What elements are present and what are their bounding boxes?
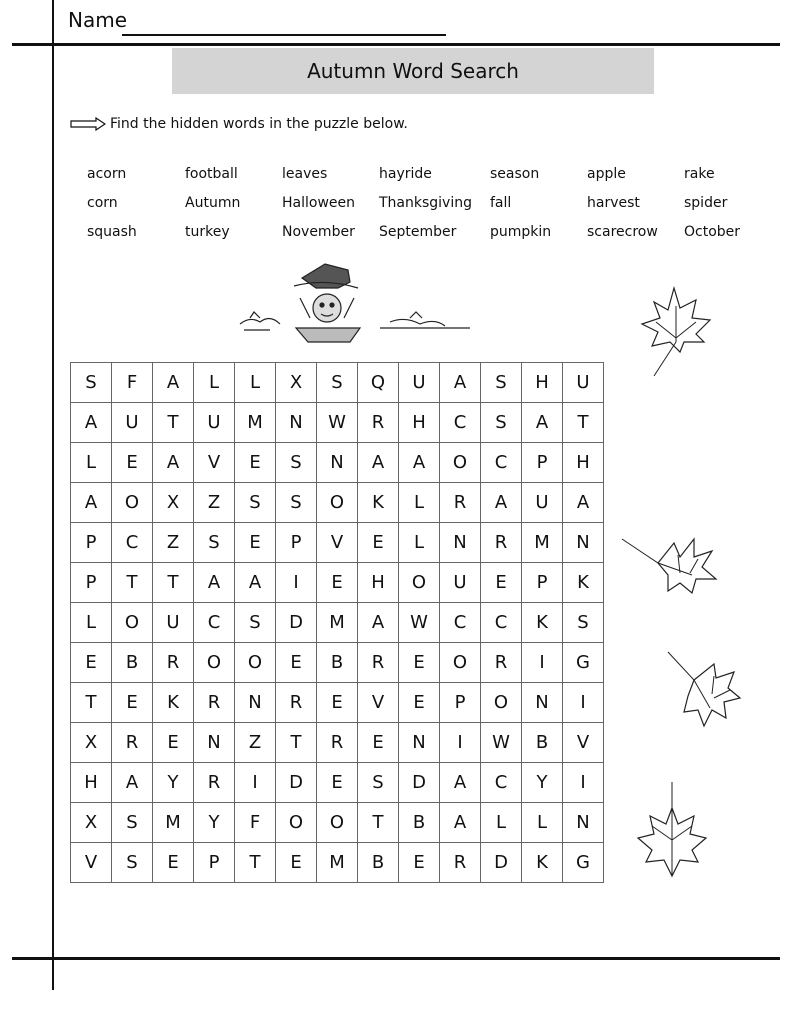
grid-cell[interactable]: Y: [153, 763, 194, 803]
grid-cell[interactable]: R: [358, 643, 399, 683]
maple-leaf-icon: [664, 650, 742, 732]
instructions-text: Find the hidden words in the puzzle below.: [110, 116, 408, 132]
word-list-item: leaves: [282, 166, 328, 182]
grid-cell[interactable]: P: [522, 443, 563, 483]
grid-cell[interactable]: S: [481, 363, 522, 403]
grid-cell[interactable]: R: [440, 483, 481, 523]
grid-cell[interactable]: L: [522, 803, 563, 843]
grid-row: [71, 483, 604, 523]
maple-leaf-icon: [620, 535, 718, 597]
grid-cell[interactable]: V: [317, 523, 358, 563]
word-list-item: hayride: [379, 166, 432, 182]
grid-cell[interactable]: Z: [153, 523, 194, 563]
grid-cell[interactable]: W: [317, 403, 358, 443]
grid-cell[interactable]: X: [71, 803, 112, 843]
grid-cell[interactable]: E: [235, 523, 276, 563]
word-list-item: Thanksgiving: [379, 195, 472, 211]
grid-cell[interactable]: T: [153, 403, 194, 443]
grid-cell[interactable]: E: [276, 843, 317, 883]
grid-cell[interactable]: E: [317, 763, 358, 803]
grid-cell[interactable]: M: [153, 803, 194, 843]
grid-cell[interactable]: C: [481, 443, 522, 483]
grid-cell[interactable]: S: [194, 523, 235, 563]
grid-cell[interactable]: N: [276, 403, 317, 443]
grid-cell[interactable]: T: [153, 563, 194, 603]
grid-cell[interactable]: U: [112, 403, 153, 443]
grid-row: [71, 443, 604, 483]
grid-cell[interactable]: T: [71, 683, 112, 723]
grid-row: [71, 523, 604, 563]
grid-cell[interactable]: Y: [522, 763, 563, 803]
grid-cell[interactable]: E: [317, 683, 358, 723]
word-list-item: scarecrow: [587, 224, 658, 240]
grid-row: [71, 843, 604, 883]
grid-cell[interactable]: P: [71, 523, 112, 563]
grid-row: [71, 643, 604, 683]
grid-cell[interactable]: Y: [194, 803, 235, 843]
grid-cell[interactable]: U: [563, 363, 604, 403]
grid-cell[interactable]: A: [481, 483, 522, 523]
grid-cell[interactable]: U: [194, 403, 235, 443]
grid-row: [71, 723, 604, 763]
grid-cell[interactable]: P: [276, 523, 317, 563]
grid-cell[interactable]: U: [440, 563, 481, 603]
word-list-item: squash: [87, 224, 137, 240]
grid-cell[interactable]: N: [563, 523, 604, 563]
grid-cell[interactable]: O: [112, 603, 153, 643]
word-list-item: apple: [587, 166, 626, 182]
grid-cell[interactable]: R: [481, 523, 522, 563]
grid-cell[interactable]: L: [481, 803, 522, 843]
grid-cell[interactable]: E: [276, 643, 317, 683]
grid-cell[interactable]: A: [399, 443, 440, 483]
grid-cell[interactable]: E: [317, 563, 358, 603]
grid-row: [71, 763, 604, 803]
grid-cell[interactable]: O: [317, 483, 358, 523]
grid-cell[interactable]: C: [440, 403, 481, 443]
grid-cell[interactable]: A: [440, 763, 481, 803]
grid-cell[interactable]: S: [276, 443, 317, 483]
grid-cell[interactable]: A: [358, 443, 399, 483]
grid-cell[interactable]: O: [399, 563, 440, 603]
grid-cell[interactable]: N: [399, 723, 440, 763]
grid-cell[interactable]: M: [317, 843, 358, 883]
grid-cell[interactable]: B: [317, 643, 358, 683]
word-list-item: November: [282, 224, 355, 240]
scarecrow-illustration: [230, 258, 510, 348]
grid-cell[interactable]: F: [112, 363, 153, 403]
grid-cell[interactable]: E: [358, 723, 399, 763]
grid-cell[interactable]: K: [522, 843, 563, 883]
grid-cell[interactable]: E: [235, 443, 276, 483]
grid-cell[interactable]: K: [522, 603, 563, 643]
grid-cell[interactable]: R: [481, 643, 522, 683]
word-list-item: corn: [87, 195, 118, 211]
grid-cell[interactable]: Z: [235, 723, 276, 763]
grid-cell[interactable]: W: [481, 723, 522, 763]
grid-cell[interactable]: A: [71, 483, 112, 523]
grid-cell[interactable]: U: [153, 603, 194, 643]
grid-cell[interactable]: A: [153, 443, 194, 483]
header-rule: [12, 43, 780, 46]
grid-cell[interactable]: A: [153, 363, 194, 403]
grid-cell[interactable]: N: [194, 723, 235, 763]
grid-cell[interactable]: I: [563, 683, 604, 723]
grid-cell[interactable]: I: [276, 563, 317, 603]
grid-row: [71, 603, 604, 643]
grid-cell[interactable]: F: [235, 803, 276, 843]
grid-cell[interactable]: S: [71, 363, 112, 403]
grid-cell[interactable]: N: [563, 803, 604, 843]
grid-cell[interactable]: B: [112, 643, 153, 683]
grid-cell[interactable]: C: [481, 603, 522, 643]
instructions: [70, 116, 408, 132]
word-list-item: turkey: [185, 224, 230, 240]
grid-cell[interactable]: M: [317, 603, 358, 643]
grid-row: [71, 683, 604, 723]
grid-cell[interactable]: A: [358, 603, 399, 643]
grid-cell[interactable]: U: [399, 363, 440, 403]
grid-cell[interactable]: D: [481, 843, 522, 883]
grid-cell[interactable]: H: [71, 763, 112, 803]
grid-cell[interactable]: A: [235, 563, 276, 603]
grid-cell[interactable]: E: [71, 643, 112, 683]
name-field-line[interactable]: [122, 34, 446, 36]
grid-cell[interactable]: E: [153, 723, 194, 763]
grid-cell[interactable]: S: [235, 483, 276, 523]
grid-cell[interactable]: N: [235, 683, 276, 723]
grid-cell[interactable]: P: [71, 563, 112, 603]
grid-cell[interactable]: C: [112, 523, 153, 563]
grid-cell[interactable]: R: [358, 403, 399, 443]
grid-cell[interactable]: H: [358, 563, 399, 603]
grid-cell[interactable]: V: [194, 443, 235, 483]
grid-cell[interactable]: R: [440, 843, 481, 883]
grid-cell[interactable]: O: [317, 803, 358, 843]
grid-cell[interactable]: R: [194, 683, 235, 723]
grid-cell[interactable]: O: [481, 683, 522, 723]
maple-leaf-icon: [636, 282, 716, 380]
grid-cell[interactable]: Q: [358, 363, 399, 403]
grid-cell[interactable]: P: [194, 843, 235, 883]
grid-cell[interactable]: C: [481, 763, 522, 803]
grid-cell[interactable]: G: [563, 643, 604, 683]
grid-cell[interactable]: S: [358, 763, 399, 803]
grid-cell[interactable]: E: [399, 843, 440, 883]
grid-cell[interactable]: L: [71, 603, 112, 643]
grid-cell[interactable]: H: [522, 363, 563, 403]
grid-row: [71, 803, 604, 843]
grid-cell[interactable]: O: [440, 643, 481, 683]
word-search-grid: [70, 362, 604, 883]
grid-cell[interactable]: M: [235, 403, 276, 443]
grid-cell[interactable]: T: [235, 843, 276, 883]
grid-cell[interactable]: K: [563, 563, 604, 603]
grid-cell[interactable]: S: [235, 603, 276, 643]
grid-cell[interactable]: A: [563, 483, 604, 523]
grid-cell[interactable]: N: [317, 443, 358, 483]
grid-cell[interactable]: E: [153, 843, 194, 883]
grid-cell[interactable]: S: [112, 843, 153, 883]
word-list-item: acorn: [87, 166, 127, 182]
grid-cell[interactable]: E: [399, 683, 440, 723]
word-list-item: football: [185, 166, 238, 182]
word-list-item: harvest: [587, 195, 640, 211]
grid-cell[interactable]: N: [440, 523, 481, 563]
grid-cell[interactable]: T: [563, 403, 604, 443]
grid-cell[interactable]: I: [235, 763, 276, 803]
grid-cell[interactable]: I: [522, 643, 563, 683]
grid-cell[interactable]: O: [235, 643, 276, 683]
grid-cell[interactable]: E: [358, 523, 399, 563]
grid-cell[interactable]: H: [563, 443, 604, 483]
grid-cell[interactable]: B: [399, 803, 440, 843]
grid-cell[interactable]: K: [358, 483, 399, 523]
grid-cell[interactable]: D: [399, 763, 440, 803]
word-list-item: spider: [684, 195, 728, 211]
grid-cell[interactable]: X: [71, 723, 112, 763]
grid-cell[interactable]: K: [153, 683, 194, 723]
grid-cell[interactable]: R: [112, 723, 153, 763]
word-list-item: pumpkin: [490, 224, 552, 240]
grid-cell[interactable]: T: [112, 563, 153, 603]
grid-cell[interactable]: X: [276, 363, 317, 403]
grid-cell[interactable]: S: [481, 403, 522, 443]
grid-cell[interactable]: E: [399, 643, 440, 683]
grid-cell[interactable]: L: [399, 483, 440, 523]
grid-cell[interactable]: A: [440, 363, 481, 403]
word-list-item: rake: [684, 166, 715, 182]
footer-rule: [12, 957, 780, 960]
word-list-item: fall: [490, 195, 512, 211]
grid-cell[interactable]: I: [440, 723, 481, 763]
grid-cell[interactable]: S: [112, 803, 153, 843]
name-label: Name: [68, 8, 128, 32]
grid-cell[interactable]: P: [440, 683, 481, 723]
grid-cell[interactable]: B: [522, 723, 563, 763]
grid-cell[interactable]: A: [440, 803, 481, 843]
grid-cell[interactable]: P: [522, 563, 563, 603]
grid-cell[interactable]: U: [522, 483, 563, 523]
grid-cell[interactable]: O: [194, 643, 235, 683]
grid-cell[interactable]: S: [276, 483, 317, 523]
grid-cell[interactable]: Z: [194, 483, 235, 523]
word-list-item: season: [490, 166, 540, 182]
grid-cell[interactable]: E: [112, 683, 153, 723]
grid-cell[interactable]: L: [194, 363, 235, 403]
word-list-item: Halloween: [282, 195, 356, 211]
grid-cell[interactable]: V: [358, 683, 399, 723]
grid-cell[interactable]: L: [71, 443, 112, 483]
grid-cell[interactable]: E: [481, 563, 522, 603]
grid-cell[interactable]: O: [276, 803, 317, 843]
maple-leaf-icon: [636, 780, 708, 884]
grid-row: [71, 403, 604, 443]
grid-cell[interactable]: A: [522, 403, 563, 443]
grid-cell[interactable]: L: [399, 523, 440, 563]
grid-cell[interactable]: X: [153, 483, 194, 523]
grid-cell[interactable]: C: [440, 603, 481, 643]
grid-cell[interactable]: O: [112, 483, 153, 523]
grid-cell[interactable]: M: [522, 523, 563, 563]
grid-cell[interactable]: R: [194, 763, 235, 803]
grid-row: [71, 563, 604, 603]
grid-cell[interactable]: S: [317, 363, 358, 403]
grid-cell[interactable]: R: [276, 683, 317, 723]
grid-cell[interactable]: R: [317, 723, 358, 763]
margin-line-vertical: [52, 0, 54, 990]
grid-cell[interactable]: R: [153, 643, 194, 683]
grid-cell[interactable]: D: [276, 763, 317, 803]
word-list-item: October: [684, 224, 741, 240]
grid-cell[interactable]: H: [399, 403, 440, 443]
word-list-item: September: [379, 224, 457, 240]
grid-cell[interactable]: B: [358, 843, 399, 883]
grid-cell[interactable]: S: [563, 603, 604, 643]
grid-cell[interactable]: N: [522, 683, 563, 723]
grid-cell[interactable]: V: [563, 723, 604, 763]
grid-cell[interactable]: W: [399, 603, 440, 643]
grid-cell[interactable]: L: [235, 363, 276, 403]
grid-cell[interactable]: A: [112, 763, 153, 803]
page-title: Autumn Word Search: [307, 59, 519, 83]
grid-cell[interactable]: E: [112, 443, 153, 483]
grid-cell[interactable]: A: [71, 403, 112, 443]
word-list-item: Autumn: [185, 195, 241, 211]
grid-cell[interactable]: T: [276, 723, 317, 763]
grid-cell[interactable]: I: [563, 763, 604, 803]
arrow-icon: [70, 117, 106, 131]
grid-cell[interactable]: C: [194, 603, 235, 643]
grid-cell[interactable]: G: [563, 843, 604, 883]
grid-cell[interactable]: T: [358, 803, 399, 843]
grid-row: [71, 363, 604, 403]
title-banner: [172, 48, 654, 94]
grid-cell[interactable]: V: [71, 843, 112, 883]
grid-cell[interactable]: O: [440, 443, 481, 483]
grid-cell[interactable]: D: [276, 603, 317, 643]
grid-cell[interactable]: A: [194, 563, 235, 603]
